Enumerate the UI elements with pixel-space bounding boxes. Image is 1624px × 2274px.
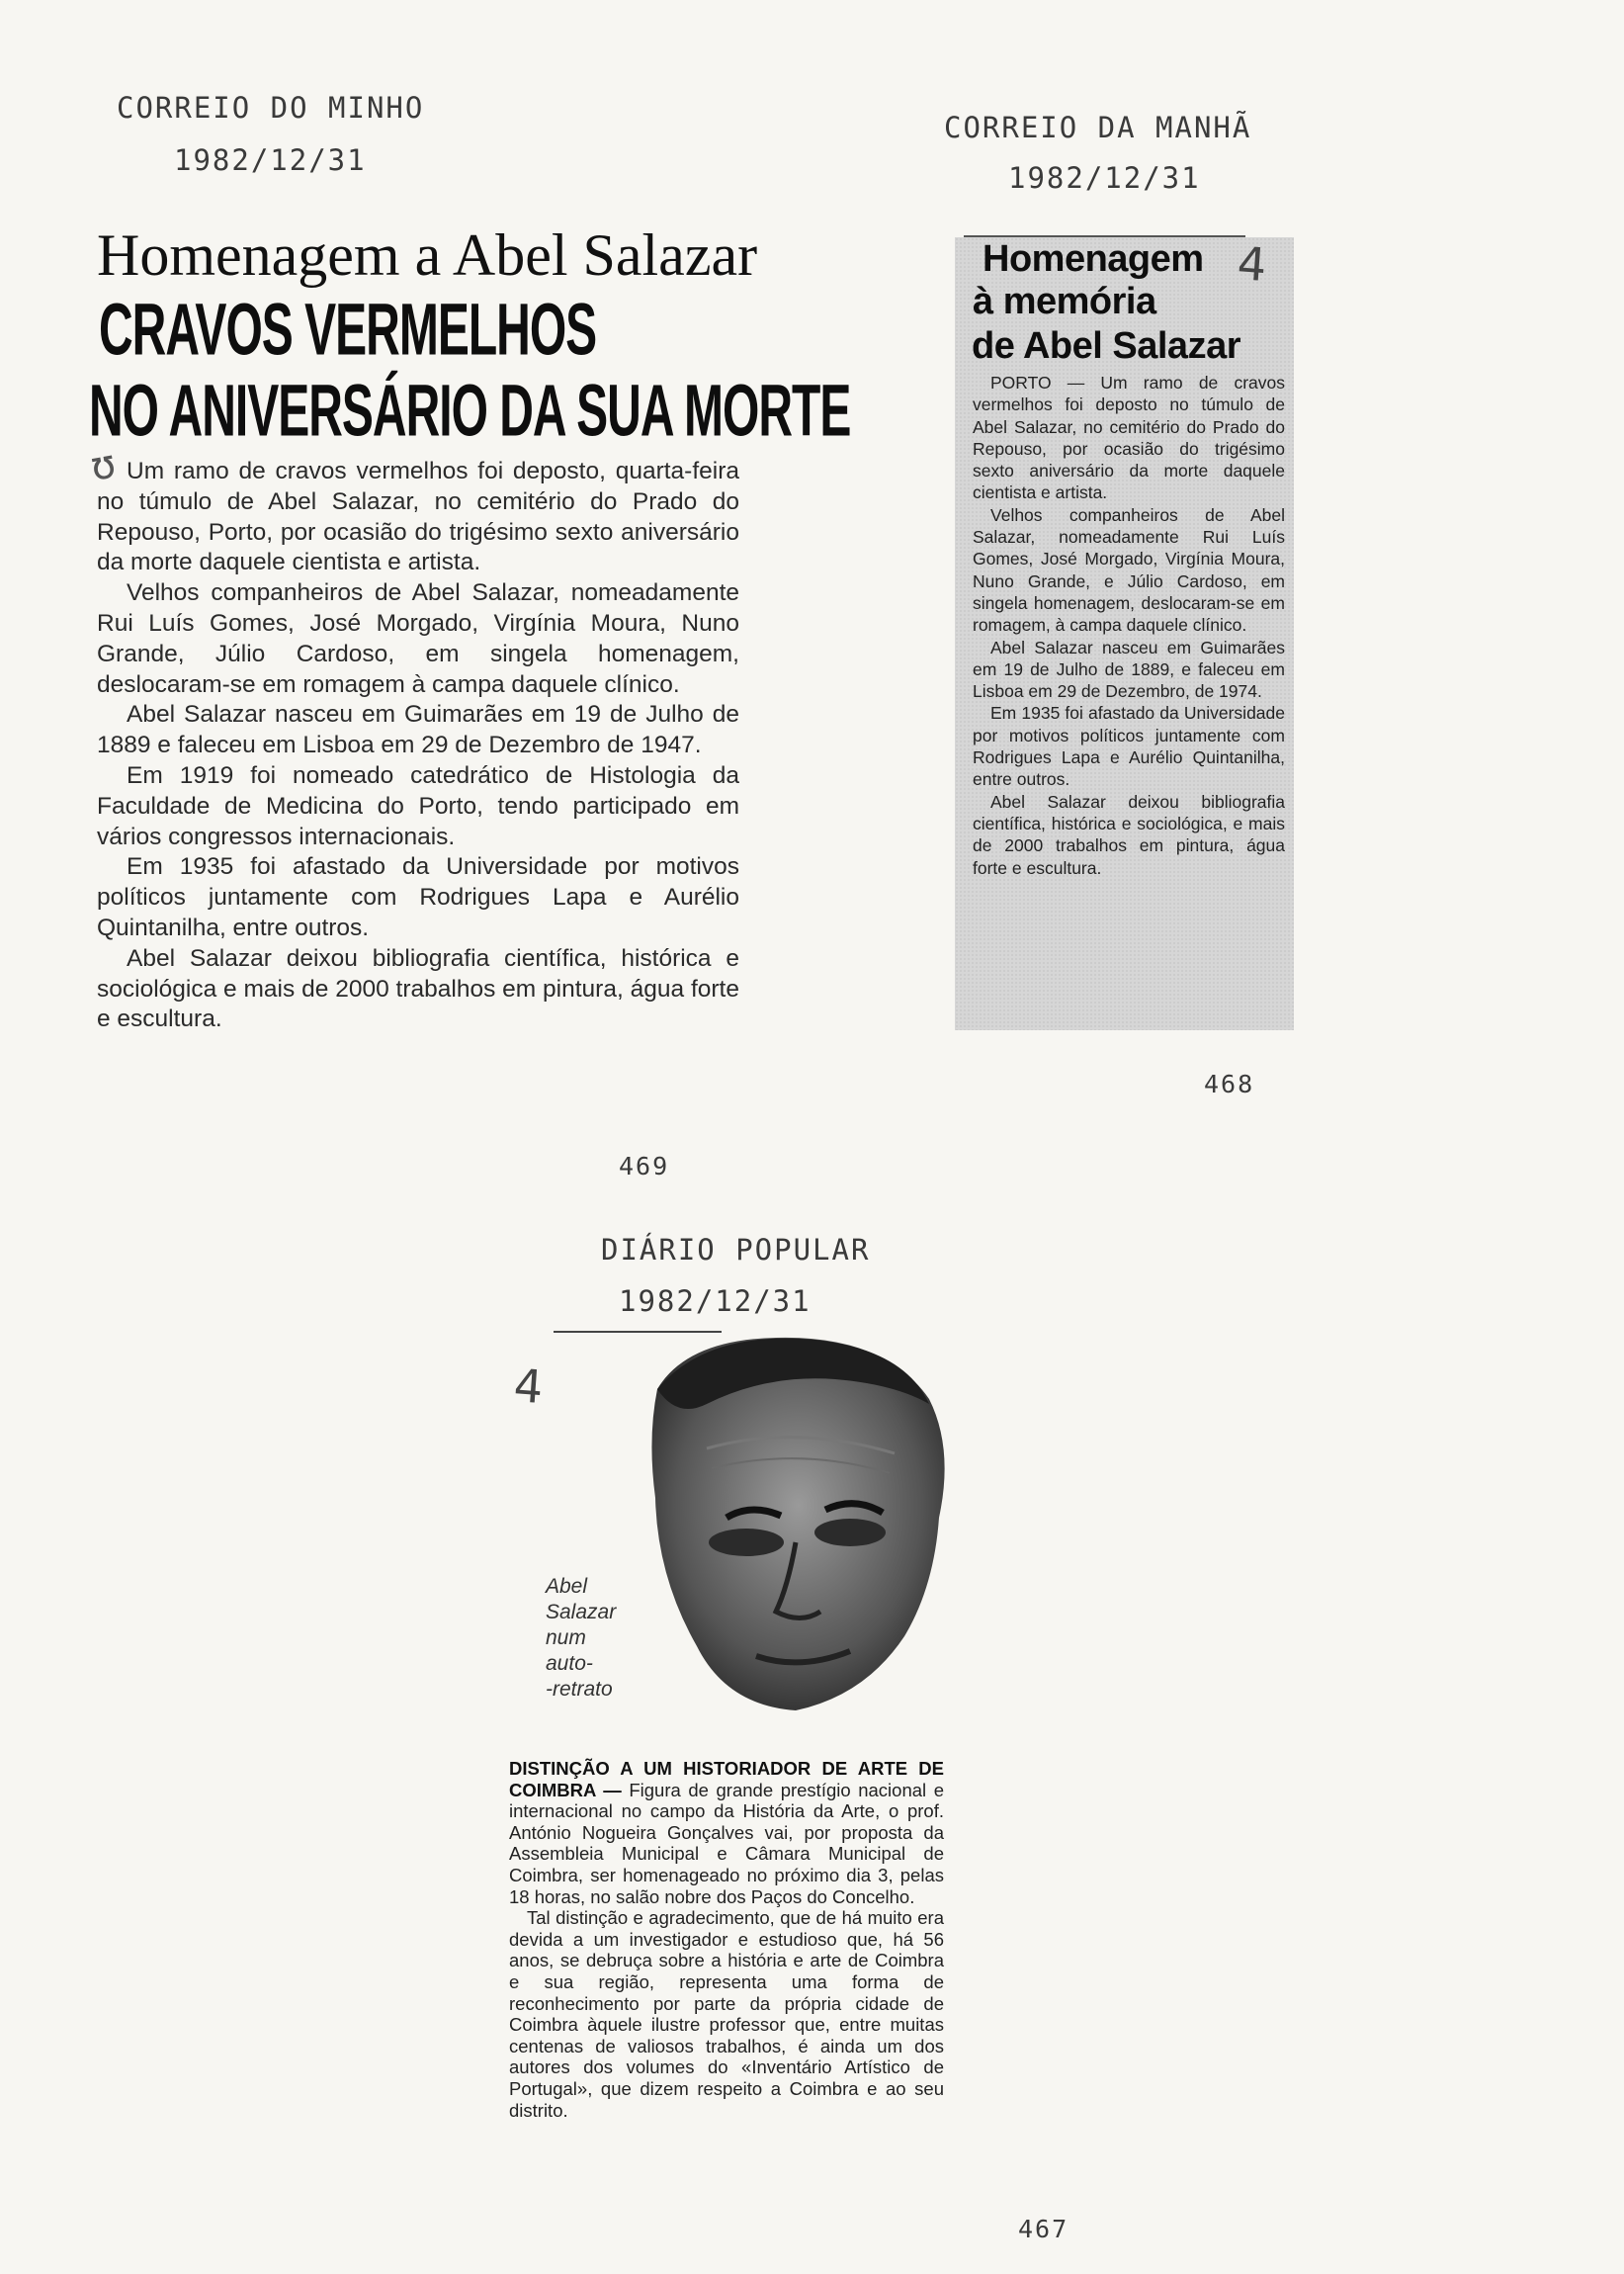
article-title: Homenagem a Abel Salazar [97,222,758,288]
paragraph: Abel Salazar nasceu em Guimarães em 19 de Julho de 1889, e faleceu em Lisboa em 29 de Dezembro, de 1974. [973,637,1285,702]
date-label: 1982/12/31 [174,143,367,177]
page-number: 467 [1018,2215,1069,2243]
handwritten-mark: 4 [512,1358,546,1414]
caption-line: Abel [546,1575,588,1598]
article-title-line1: Homenagem [983,238,1204,280]
caption-line: Salazar [546,1601,617,1623]
paragraph: PORTO — Um ramo de cravos vermelhos foi deposto no túmulo de Abel Salazar, no cemitério do Prado do Repouso, por ocasião do trigésimo sexto aniversário da morte daquele cientista e artista. [973,373,1285,503]
article-body [509,1758,944,2121]
paragraph: Em 1935 foi afastado da Universidade por motivos políticos juntamente com Rodrigues Lapa e Aurélio Quintanilha, entre outros. [97,853,739,941]
image-caption [546,1574,625,1703]
divider [964,235,1245,237]
article-subtitle-line1: CRAVOS VERMELHOS [99,290,597,372]
paragraph: Velhos companheiros de Abel Salazar, nomeadamente Rui Luís Gomes, José Morgado, Virgínia Moura, Nuno Grande, e Júlio Cardoso, em singela homenagem, deslocaram-se em romagem, à campa daquele clínico. [973,504,1285,636]
page-number: 469 [619,1152,670,1181]
paragraph [509,1758,944,1907]
article-body [973,372,1285,879]
paragraph: Velhos companheiros de Abel Salazar, nomeadamente Rui Luís Gomes, José Morgado, Virgínia Moura, Nuno Grande, Júlio Cardoso, em singela homenagem, deslocaram-se em romagem à campa daquele clínico. [97,579,739,698]
caption-line: -retrato [546,1678,613,1701]
date-label: 1982/12/31 [1008,161,1201,195]
paragraph-text: Figura de grande prestígio nacional e internacional no campo da História da Arte, o prof. António Nogueira Gonçalves vai, por proposta da Assembleia Municipal e Câmara Municipal de Coimbra, ser homenageado no próximo dia 3, pelas 18 horas, no salão nobre dos Paços do Concelho. [509,1779,944,1907]
source-label: CORREIO DO MINHO [117,91,425,125]
headline: DISTINÇÃO A UM HISTORIADOR DE ARTE DE COIMBRA — [509,1758,944,1800]
paragraph: Em 1919 foi nomeado catedrático de Histologia da Faculdade de Medicina do Porto, tendo participado em vários congressos internacionais. [97,761,739,850]
self-portrait-sketch [618,1330,964,1720]
handwritten-annotation: ʊ [87,441,120,490]
paragraph: Abel Salazar deixou bibliografia científica, histórica e sociológica e mais de 2000 trabalhos em pintura, água forte e escultura. [97,944,739,1033]
article-body [97,457,739,1035]
date-label: 1982/12/31 [619,1284,812,1318]
paragraph: Tal distinção e agradecimento, que de há muito era devida a um investigador e estudioso que, há 56 anos, se debruça sobre a história e arte de Coimbra e sua região, representa uma forma de reconhecimento por parte da própria cidade de Coimbra àquele ilustre professor que, entre muitas centenas de valiosos trabalhos, é ainda um dos autores dos volumes do «Inventário Artístico de Portugal», que dizem respeito a Coimbra e ao seu distrito. [509,1907,944,2121]
article-subtitle-line2: NO ANIVERSÁRIO DA SUA MORTE [89,371,851,453]
page-number: 468 [1204,1070,1255,1098]
paragraph: Um ramo de cravos vermelhos foi deposto, quarta-feira no túmulo de Abel Salazar, no cemitério do Prado do Repouso, Porto, por ocasião do trigésimo sexto aniversário da morte daquele cientista e artista. [97,458,739,576]
handwritten-mark: 4 [1236,236,1269,292]
source-label: CORREIO DA MANHÃ [944,111,1252,144]
caption-line: num [546,1626,586,1649]
caption-line: auto- [546,1652,593,1675]
article-title-line3: de Abel Salazar [972,325,1240,367]
paragraph: Abel Salazar deixou bibliografia científica, histórica e sociológica, e mais de 2000 trabalhos em pintura, água forte e escultura. [973,791,1285,878]
article-title-line2: à memória [973,281,1156,322]
paragraph: Em 1935 foi afastado da Universidade por motivos políticos juntamente com Rodrigues Lapa e Aurélio Quintanilha, entre outros. [973,703,1285,790]
paragraph: Abel Salazar nasceu em Guimarães em 19 de Julho de 1889 e faleceu em Lisboa em 29 de Dezembro de 1947. [97,701,739,759]
source-label: DIÁRIO POPULAR [601,1233,871,1267]
